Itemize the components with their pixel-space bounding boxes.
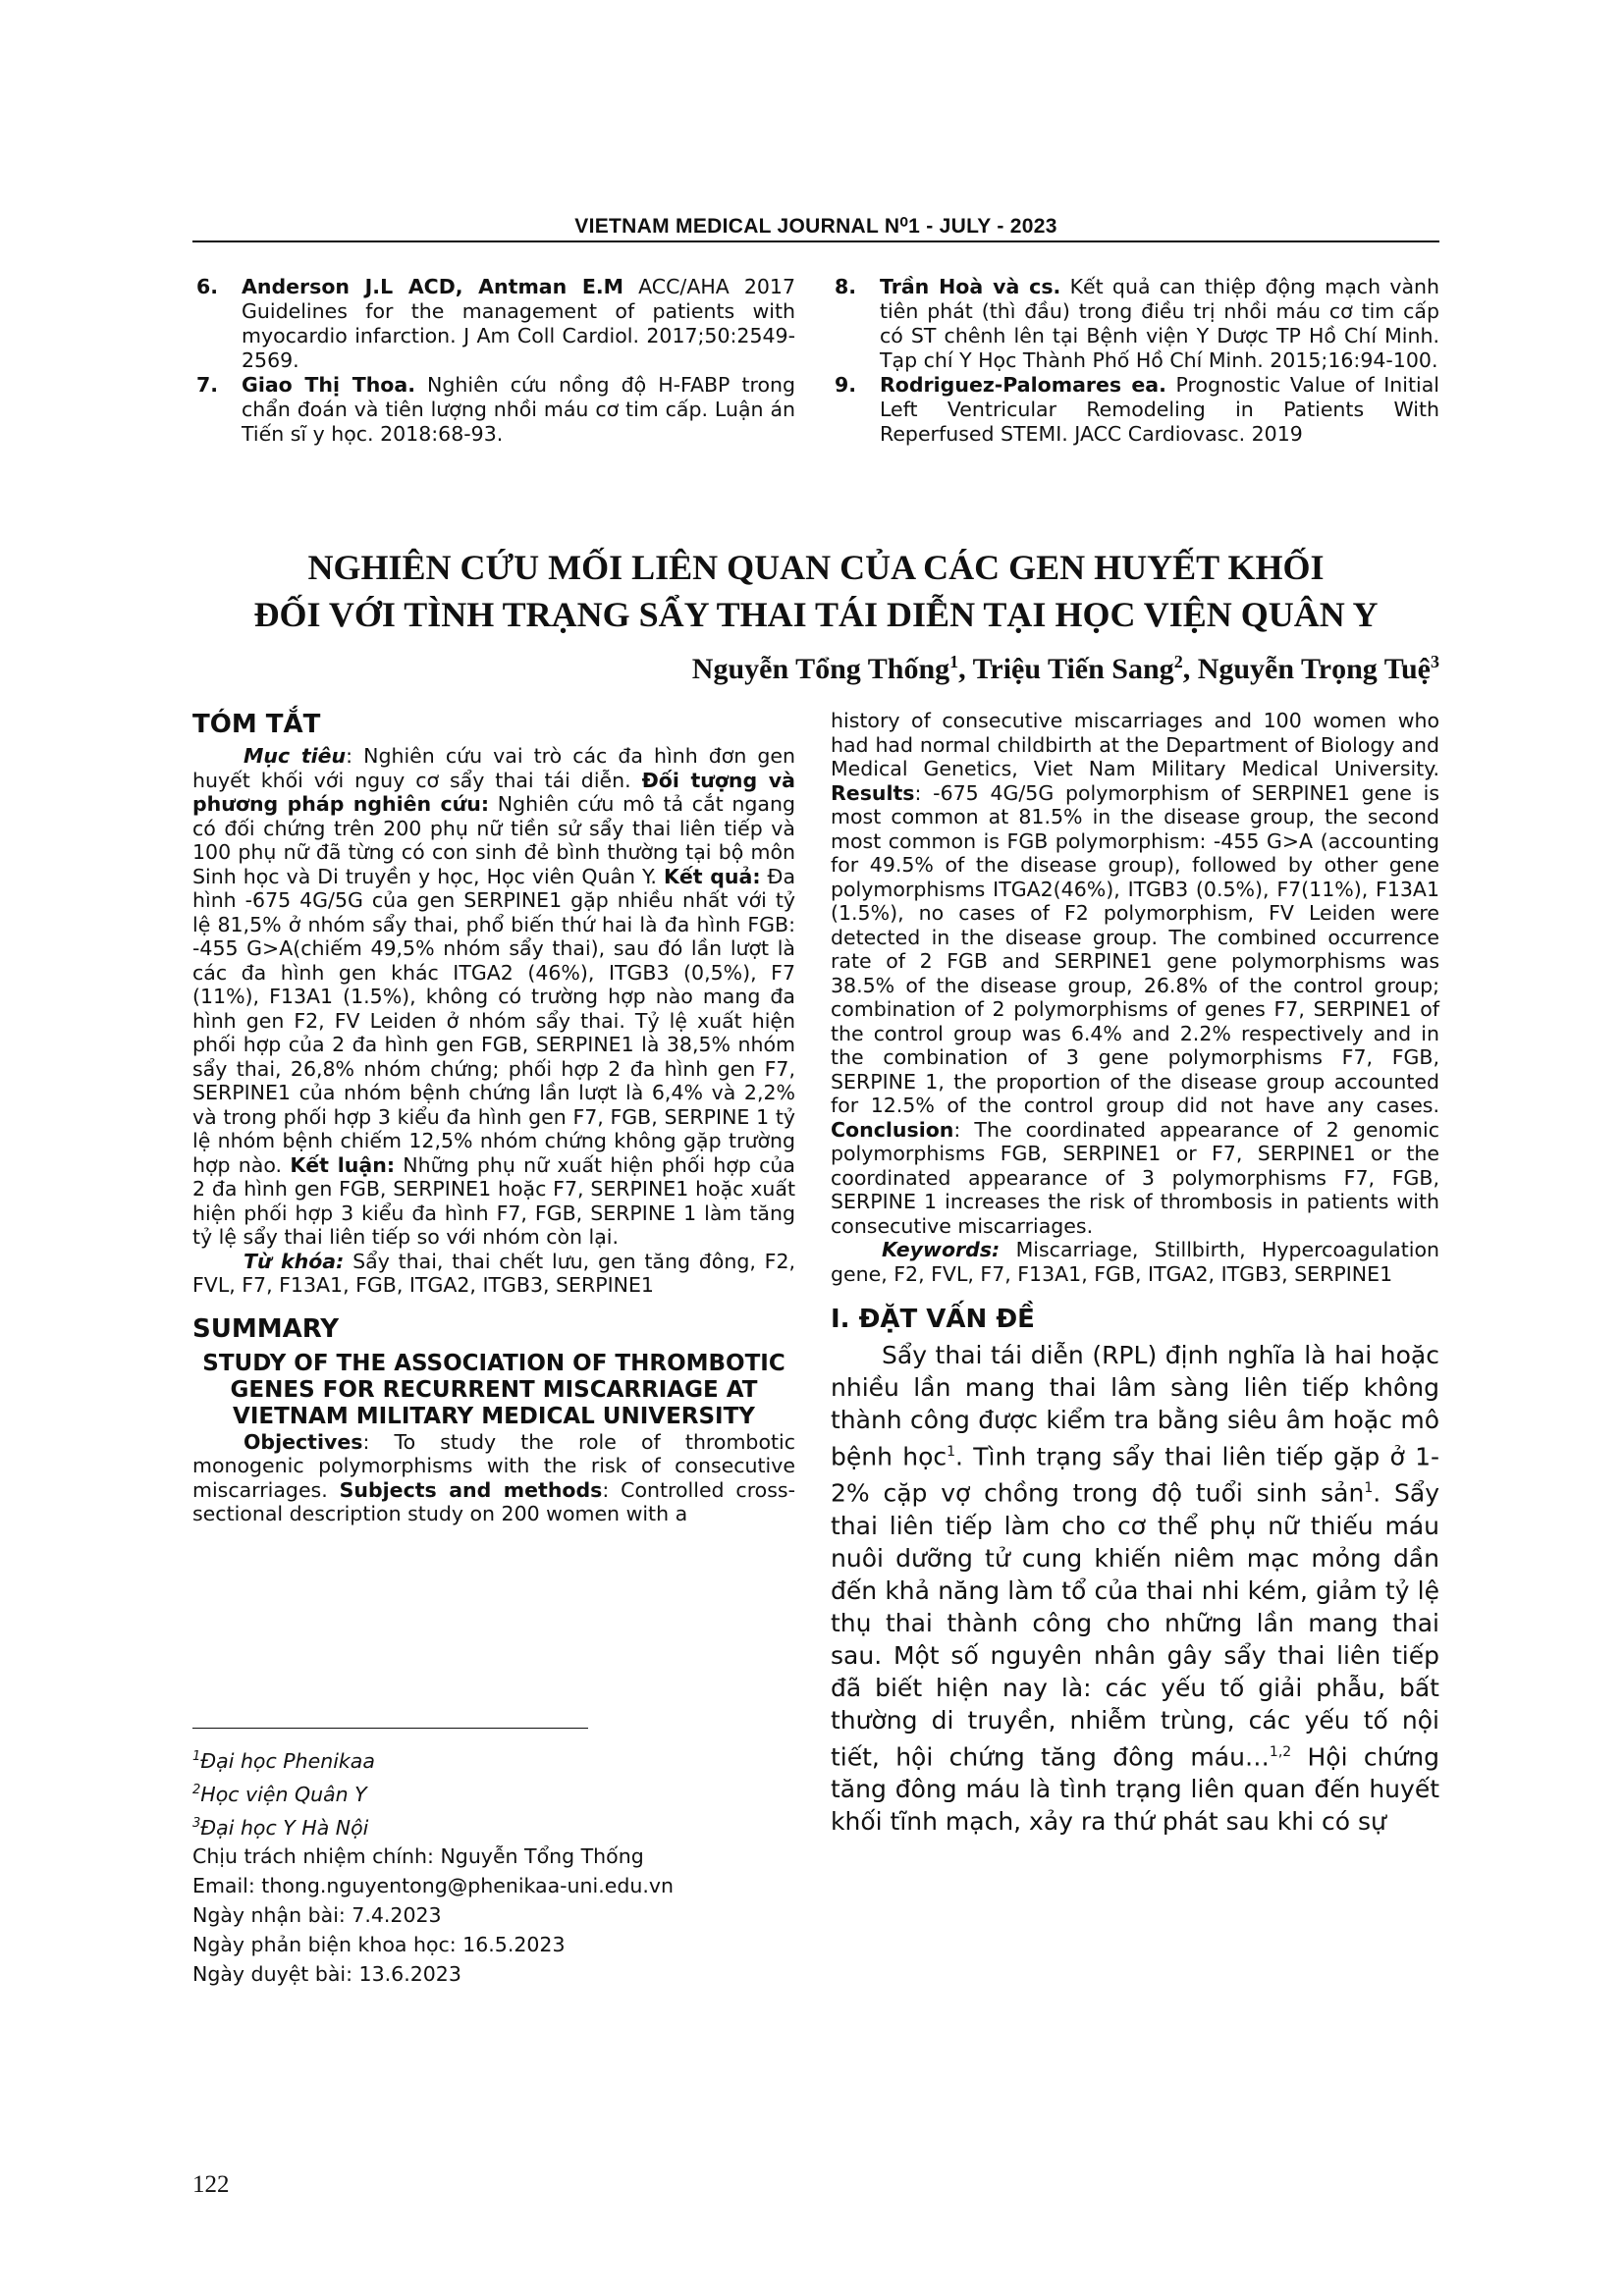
date-accepted: Ngày duyệt bài: 13.6.2023 <box>192 1962 461 1987</box>
affiliation-mark: 1 <box>192 1749 201 1764</box>
left-column <box>192 709 795 1526</box>
text-keywords-en: Miscarriage, Stillbirth, Hypercoagulation gene, F2, FVL, F7, F13A1, FGB, ITGA2, ITGB3, SERPINE1 <box>831 1238 1439 1286</box>
references-left <box>192 275 795 447</box>
text-methods: Nghiên cứu mô tả cắt ngang có đối chứng trên 200 phụ nữ tiền sử sẩy thai liên tiếp và 100 phụ nữ đã từng có con sinh đẻ bình thường tại bộ môn Sinh học và Di truyền y học, Học viên Quân Y. <box>192 792 795 888</box>
affiliation <box>192 1809 801 1842</box>
label-methods: Đối tượng và phương pháp nghiên cứu: <box>192 768 795 816</box>
author-affiliation-mark: 2 <box>1173 652 1183 671</box>
date-received: Ngày nhận bài: 7.4.2023 <box>192 1903 442 1928</box>
label-methods-en: Subjects and methods <box>339 1477 603 1502</box>
citation-mark: 1,2 <box>1269 1743 1292 1760</box>
body-text: Hội chứng tăng đông máu là tình trạng liên quan đến huyết khối tĩnh mạch, xảy ra thứ phát sau khi có sự <box>831 1741 1440 1836</box>
text-methods-en-left: : Controlled cross-sectional description study on 200 women with a <box>192 1477 795 1525</box>
author-list <box>692 652 1439 686</box>
author-affiliation-mark: 1 <box>949 652 959 671</box>
text-results-en: : -675 4G/5G polymorphism of SERPINE1 gene is most common at 81.5% in the disease group, the second most common is FGB polymorphism: -455 G>A (accounting for 49.5% of the disease group), followed by other gene polymorphisms ITGA2(46%), ITGB3 (0.5%), F7(11%), F13A1 (1.5%), no cases of F2 polymorphism, FV Leiden were detected in the disease group. The combined occurrence rate of 2 FGB and SERPINE1 gene polymorphisms was 38.5% of the disease group, 26.8% of the control group; combination of 2 polymorphisms of genes F7, SERPINE1 of the control group was 6.4% and 2.2% respectively and in the combination of 3 gene polymorphisms F7, FGB, SERPINE 1, the proportion of the disease group accounted for 12.5% of the control group did not have any cases. <box>831 780 1439 1117</box>
reference-author: Rodriguez-Palomares ea. <box>880 373 1166 397</box>
label-conclusion-en: Conclusion <box>831 1117 954 1142</box>
reference-item <box>192 275 795 373</box>
journal-header: VIETNAM MEDICAL JOURNAL N⁰1 - JULY - 2023 <box>574 215 1057 238</box>
reference-number: 8. <box>835 275 857 298</box>
reference-text: Prognostic Value of Initial Left Ventricular Remodeling in Patients With Reperfused STEMI. JACC Cardiovasc. 2019 <box>880 373 1439 446</box>
reference-author: Giao Thị Thoa. <box>242 373 415 397</box>
author-affiliation-mark: 3 <box>1431 652 1439 671</box>
label-keywords: Từ khóa: <box>244 1249 345 1273</box>
text-conclusion: Những phụ nữ xuất hiện phối hợp của 2 đa hình gen FGB, SERPINE1 hoặc F7, SERPINE1 hoặc xuất hiện phối hợp 3 kiểu đa hình F7, FGB, SERPINE 1 làm tăng tỷ lệ sẩy thai liên tiếp so với nhóm còn lại. <box>192 1152 795 1249</box>
section-heading: I. ĐẶT VẤN ĐỀ <box>831 1305 1035 1334</box>
affiliation-mark: 2 <box>192 1782 201 1797</box>
date-reviewed: Ngày phản biện khoa học: 16.5.2023 <box>192 1933 566 1957</box>
contact-email: Email: thong.nguyentong@phenikaa-uni.edu.vn <box>192 1874 675 1898</box>
author-name: Nguyễn Trọng Tuệ <box>1197 653 1431 685</box>
affiliation-name: Đại học Phenikaa <box>200 1748 375 1773</box>
section-body <box>831 1339 1439 1838</box>
text-objectives: : To study the role of thrombotic monogenic polymorphisms with the risk of consecutive miscarriages. <box>192 1429 795 1502</box>
reference-text: ACC/AHA 2017 Guidelines for the management of patients with myocardio infarction. J Am Coll Cardiol. 2017;50:2549-2569. <box>242 275 795 372</box>
reference-number: 7. <box>196 373 219 397</box>
body-text: . Sẩy thai liên tiếp làm cho cơ thể phụ nữ thiếu máu nuôi dưỡng tử cung khiến niêm mạc mỏng dần đến khả năng làm tổ của thai nhi kém, giảm tỷ lệ thụ thai thành công cho những lần mang thai sau. Một số nguyên nhân gây sẩy thai liên tiếp đã biết hiện nay là: các yếu tố giải phẫu, bất thường di truyền, nhiễm trùng, các yếu tố nội tiết, hội chứng tăng đông máu… <box>831 1478 1439 1771</box>
article-title-line: ĐỐI VỚI TÌNH TRẠNG SẨY THAI TÁI DIỄN TẠI HỌC VIỆN QUÂN Y <box>253 595 1379 634</box>
footnote-rule <box>192 1728 588 1729</box>
reference-text: Kết quả can thiệp động mạch vành tiên phát (thì đầu) trong điều trị nhồi máu cơ tim cấp có ST chênh lên tại Bệnh viện Y Dược TP Hồ Chí Minh. Tạp chí Y Học Thành Phố Hồ Chí Minh. 2015;16:94-100. <box>880 275 1440 372</box>
summary-title: STUDY OF THE ASSOCIATION OF THROMBOTIC GENES FOR RECURRENT MISCARRIAGE AT VIETNAM MILITARY MEDICAL UNIVERSITY <box>202 1350 785 1429</box>
abstract-en-body-right <box>831 709 1439 1238</box>
affiliation <box>192 1776 801 1809</box>
reference-author: Trần Hoà và cs. <box>880 275 1061 298</box>
affiliation <box>192 1742 801 1776</box>
author-name: Triệu Tiến Sang <box>972 653 1174 685</box>
label-conclusion: Kết luận: <box>290 1152 396 1177</box>
reference-item <box>831 373 1439 447</box>
text-methods-en-right: history of consecutive miscarriages and 100 women who had had normal childbirth at the Department of Biology and Medical Genetics, Viet Nam Military Medical University. <box>831 709 1439 780</box>
text-objective: : Nghiên cứu vai trò các đa hình đơn gen huyết khối với nguy cơ sẩy thai tái diễn. <box>192 744 795 792</box>
article-title-line: NGHIÊN CỨU MỐI LIÊN QUAN CỦA CÁC GEN HUYẾT KHỐI <box>307 548 1325 587</box>
abstract-vi-heading: TÓM TẮT <box>192 710 321 739</box>
header-rule <box>192 240 1439 242</box>
text-results: Đa hình -675 4G/5G của gen SERPINE1 gặp nhiều nhất với tỷ lệ 81,5% ở nhóm sẩy thai, phổ biến thứ hai là đa hình FGB: -455 G>A(chiếm 49,5% nhóm sẩy thai), sau đó lần lượt là các đa hình gen khác ITGA2 (46%), ITGB3 (0,5%), F7 (11%), F13A1 (1.5%), không có trường hợp nào mang đa hình gen F2, FV Leiden ở nhóm sẩy thai. Tỷ lệ xuất hiện phối hợp của 2 đa hình gen FGB, SERPINE1 là 38,5% nhóm sẩy thai, 26,8% nhóm chứng; phối hợp 2 đa hình gen F7, SERPINE1 của nhóm bệnh chứng lần lượt là 6,4% và 2,2% và trong phối hợp 3 kiểu đa hình gen F7, FGB, SERPINE 1 tỷ lệ nhóm bệnh chiếm 12,5% nhóm chứng không gặp trường hợp nào. <box>192 864 796 1177</box>
reference-number: 9. <box>835 373 857 397</box>
author-separator: , <box>958 653 973 685</box>
affiliation-name: Học viện Quân Y <box>200 1782 367 1806</box>
author-name: Nguyễn Tổng Thống <box>691 653 950 685</box>
label-keywords-en: Keywords: <box>882 1238 1001 1261</box>
citation-mark: 1 <box>1364 1480 1374 1497</box>
reference-number: 6. <box>196 275 219 298</box>
body-text: . Tình trạng sẩy thai liên tiếp gặp ở 1-2% cặp vợ chồng trong độ tuổi sinh sản <box>831 1442 1439 1508</box>
author-separator: , <box>1182 653 1198 685</box>
reference-item <box>192 373 795 447</box>
abstract-en-body-left <box>192 1430 795 1526</box>
reference-author: Anderson J.L ACD, Antman E.M <box>242 275 624 298</box>
keywords-vi <box>192 1250 795 1298</box>
citation-mark: 1 <box>947 1444 956 1460</box>
page-number: 122 <box>192 2171 230 2198</box>
text-conclusion-en: : The coordinated appearance of 2 genomic polymorphisms FGB, SERPINE1 or F7, SERPINE1 or the coordinated appearance of 3 polymorphisms F7, FGB, SERPINE 1 increases the risk of thrombosis in patients with consecutive miscarriages. <box>831 1117 1439 1238</box>
right-column <box>831 709 1439 1838</box>
text-keywords: Sẩy thai, thai chết lưu, gen tăng đông, F2, FVL, F7, F13A1, FGB, ITGA2, ITGB3, SERPINE1 <box>192 1249 795 1297</box>
keywords-en <box>831 1238 1439 1286</box>
label-results: Kết quả: <box>663 864 761 888</box>
label-objective: Mục tiêu <box>244 744 347 768</box>
abstract-vi-body <box>192 744 795 1250</box>
label-objectives: Objectives <box>244 1429 363 1454</box>
reference-item <box>831 275 1439 373</box>
label-results-en: Results <box>831 780 915 805</box>
responsible-author: Chịu trách nhiệm chính: Nguyễn Tổng Thống <box>192 1844 644 1869</box>
affiliation-mark: 3 <box>192 1815 201 1831</box>
body-text: Sẩy thai tái diễn (RPL) định nghĩa là hai hoặc nhiều lần mang thai lâm sàng liên tiếp không thành công được kiểm tra bằng siêu âm hoặc mô bệnh học <box>831 1341 1439 1471</box>
summary-heading: SUMMARY <box>192 1313 340 1344</box>
references-right <box>831 275 1439 447</box>
affiliation-name: Đại học Y Hà Nội <box>200 1815 369 1840</box>
footnotes <box>192 1742 801 1989</box>
reference-text: Nghiên cứu nồng độ H-FABP trong chẩn đoán và tiên lượng nhồi máu cơ tim cấp. Luận án Tiến sĩ y học. 2018:68-93. <box>242 373 796 446</box>
article-title <box>192 544 1439 638</box>
